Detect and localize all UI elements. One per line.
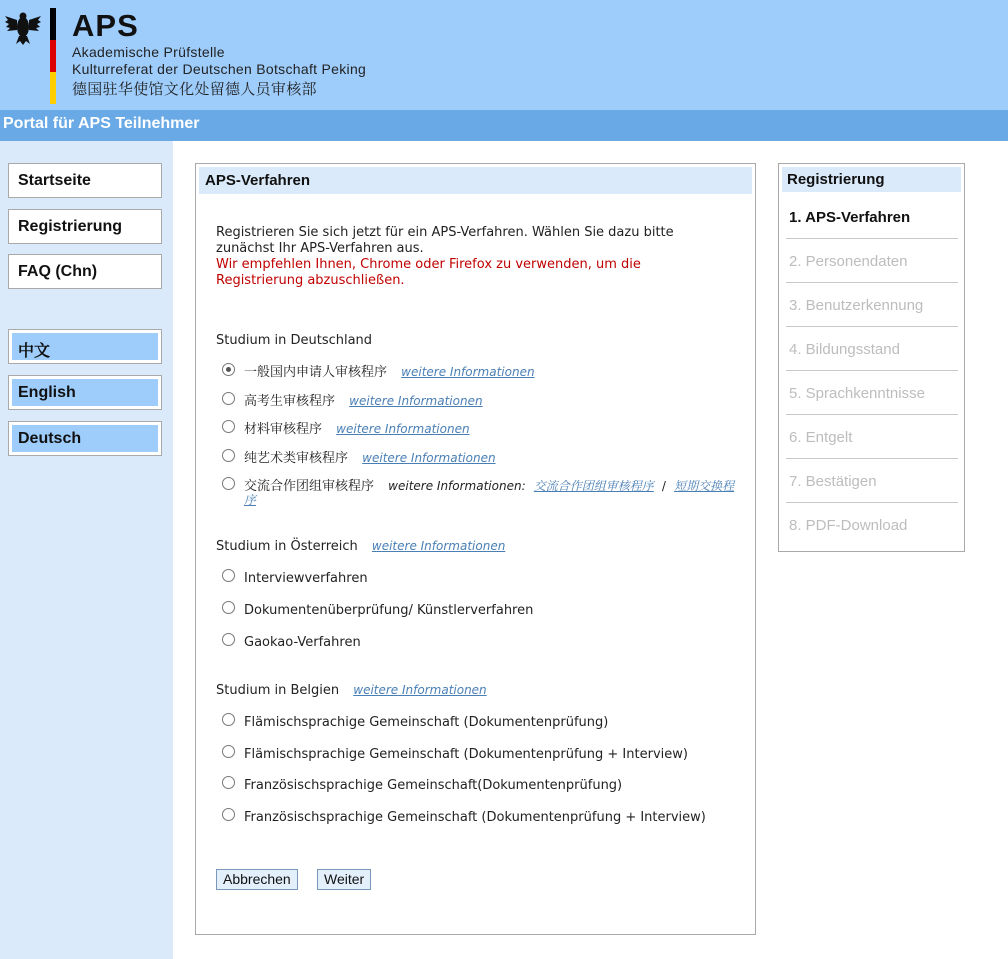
eagle-icon — [4, 10, 42, 46]
radio-germany-5[interactable] — [222, 477, 235, 490]
radio-austria-2[interactable] — [222, 601, 235, 614]
section-title: Studium in Österreich — [216, 539, 358, 554]
radio-belgium-4[interactable] — [222, 808, 235, 821]
german-flag-stripe — [50, 8, 56, 104]
step-7: 7. Bestätigen — [786, 459, 958, 503]
steps-title: Registrierung — [787, 171, 885, 188]
main-panel — [195, 163, 756, 935]
link-separator: / — [661, 479, 666, 493]
step-1: 1. APS-Verfahren — [786, 195, 958, 239]
next-button[interactable]: Weiter — [317, 869, 371, 890]
step-4: 4. Bildungsstand — [786, 327, 958, 371]
option-label: 材料审核程序 — [244, 422, 323, 437]
option-belgium-4: Französischsprachige Gemeinschaft (Dokumentenprüfung + Interview) — [244, 810, 706, 825]
option-belgium-2: Flämischsprachige Gemeinschaft (Dokumentenprüfung + Interview) — [244, 747, 688, 762]
nav-startseite[interactable]: Startseite — [8, 163, 162, 198]
brand-logo-text: APS — [72, 8, 139, 43]
lang-label: 中文 — [12, 333, 158, 360]
radio-belgium-2[interactable] — [222, 745, 235, 758]
option-austria-3: Gaokao-Verfahren — [244, 635, 361, 650]
lang-label: Deutsch — [12, 425, 158, 452]
option-germany-2 — [244, 390, 483, 409]
option-belgium-1: Flämischsprachige Gemeinschaft (Dokumentenprüfung) — [244, 715, 609, 730]
lang-label: English — [12, 379, 158, 406]
browser-warning-1: Wir empfehlen Ihnen, Chrome oder Firefox zu verwenden, um die — [216, 257, 641, 272]
nav-registrierung[interactable]: Registrierung — [8, 209, 162, 244]
more-info-link[interactable]: weitere Informationen — [401, 365, 535, 379]
option-label: 一般国内申请人审核程序 — [244, 365, 388, 380]
section-austria-heading — [216, 539, 505, 554]
more-info-link-a[interactable]: 交流合作团组审核程序 — [533, 479, 654, 493]
main-title: APS-Verfahren — [205, 172, 311, 189]
radio-germany-3[interactable] — [222, 420, 235, 433]
option-germany-5-wrap — [244, 491, 256, 508]
radio-belgium-3[interactable] — [222, 776, 235, 789]
radio-germany-2[interactable] — [222, 392, 235, 405]
lang-deutsch-button[interactable] — [8, 421, 162, 456]
more-info-prefix: weitere Informationen: — [388, 479, 526, 493]
registration-steps-panel — [778, 163, 965, 552]
step-2: 2. Personendaten — [786, 239, 958, 283]
more-info-link[interactable]: weitere Informationen — [349, 394, 483, 408]
radio-austria-1[interactable] — [222, 569, 235, 582]
step-3: 3. Benutzerkennung — [786, 283, 958, 327]
radio-germany-4[interactable] — [222, 449, 235, 462]
option-label: 交流合作团组审核程序 — [244, 479, 375, 494]
radio-belgium-1[interactable] — [222, 713, 235, 726]
option-austria-1: Interviewverfahren — [244, 571, 368, 586]
option-belgium-3: Französischsprachige Gemeinschaft(Dokumentenprüfung) — [244, 778, 623, 793]
section-germany-heading: Studium in Deutschland — [216, 333, 373, 348]
section-belgium-heading — [216, 683, 487, 698]
more-info-link-b-cont[interactable]: 序 — [244, 493, 257, 507]
main-title-bar — [199, 167, 752, 194]
radio-austria-3[interactable] — [222, 633, 235, 646]
portal-title-bar — [0, 110, 1008, 141]
option-germany-1 — [244, 361, 535, 380]
cancel-button[interactable]: Abbrechen — [216, 869, 298, 890]
option-germany-4 — [244, 447, 496, 466]
option-label: 纯艺术类审核程序 — [244, 451, 349, 466]
more-info-link[interactable]: weitere Informationen — [353, 683, 487, 697]
more-info-link[interactable]: weitere Informationen — [336, 422, 470, 436]
option-germany-3 — [244, 418, 470, 437]
org-name-line: Akademische Prüfstelle — [72, 44, 225, 60]
site-header — [0, 0, 1008, 110]
lang-english-button[interactable] — [8, 375, 162, 410]
step-6: 6. Entgelt — [786, 415, 958, 459]
org-subtitle-line: Kulturreferat der Deutschen Botschaft Peking — [72, 61, 367, 77]
steps-title-bar — [782, 167, 961, 192]
intro-text-1: Registrieren Sie sich jetzt für ein APS-Verfahren. Wählen Sie dazu bitte — [216, 225, 674, 240]
lang-chinese-button[interactable] — [8, 329, 162, 364]
org-chinese-line: 德国驻华使馆文化处留德人员审核部 — [72, 81, 317, 98]
more-info-link[interactable]: weitere Informationen — [371, 539, 506, 553]
browser-warning-2: Registrierung abzuschließen. — [216, 273, 405, 288]
intro-text-2: zunächst Ihr APS-Verfahren aus. — [216, 241, 424, 256]
more-info-link[interactable]: weitere Informationen — [362, 451, 496, 465]
sidebar — [0, 141, 173, 959]
section-title: Studium in Belgien — [216, 683, 340, 698]
radio-germany-1[interactable] — [222, 363, 235, 376]
step-5: 5. Sprachkenntnisse — [786, 371, 958, 415]
step-8: 8. PDF-Download — [789, 517, 908, 534]
option-label: 高考生审核程序 — [244, 394, 336, 409]
portal-title: Portal für APS Teilnehmer — [3, 115, 200, 132]
more-info-link-b[interactable]: 短期交换程 — [674, 479, 735, 493]
option-germany-5 — [244, 475, 734, 494]
nav-faq[interactable]: FAQ (Chn) — [8, 254, 162, 289]
option-austria-2: Dokumentenüberprüfung/ Künstlerverfahren — [244, 603, 534, 618]
